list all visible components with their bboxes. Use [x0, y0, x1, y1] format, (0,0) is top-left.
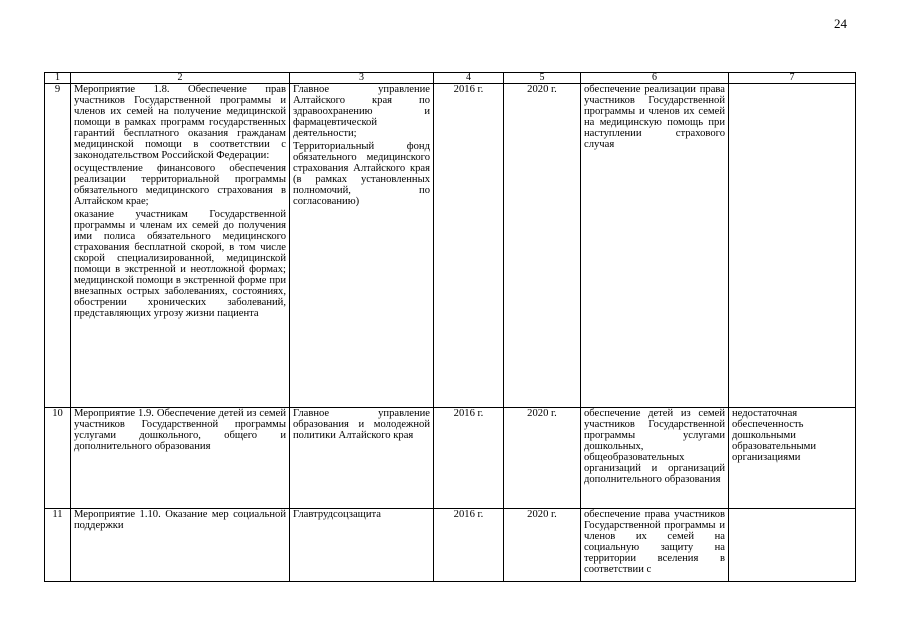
executor-text: Главтрудсоцзащита — [293, 509, 381, 520]
column-header: 5 — [504, 73, 581, 84]
column-header: 6 — [581, 73, 729, 84]
row-number: 10 — [45, 408, 71, 509]
column-number-row — [45, 73, 856, 84]
end-year: 2020 г. — [504, 408, 581, 509]
measure-text: оказание участникам Государственной программы и членам их семей до получения ими полиса обязательного медицинского страхования бесплатной скорой, в том числе скорой специализированной, медицинской помощи в экстренной и неотложной формах; медицинской помощи в экстренной форме при внезапных острых заболеваниях, состояниях, обострении хронических заболеваний, представляющих угрозу жизни пациента — [74, 209, 286, 319]
executor-text: Главное управление Алтайского края по здравоохранению и фармацевтической деятельности; — [293, 84, 430, 139]
risk-text: недостаточная обеспеченность дошкольными образовательными организациями — [732, 408, 817, 463]
measure-cell — [71, 408, 290, 509]
row-number: 11 — [45, 509, 71, 582]
measure-text: Мероприятие 1.8. Обеспечение прав участников Государственной программы и членов их семей на получение медицинской помощи в рамках программ государственных гарантий бесплатного оказания гражданам медицинской помощи в соответствии с законодательством Российской Федерации: — [74, 84, 286, 161]
measure-text: Мероприятие 1.10. Оказание мер социальной поддержки — [74, 509, 286, 531]
table-row — [45, 408, 856, 509]
result-text: обеспечение реализации права участников Государственной программы и членов их семей на медицинскую помощь при наступлении страхового случая — [584, 84, 725, 150]
result-text: обеспечение детей из семей участников Государственной программы услугами дошкольных, общеобразовательных организаций и организаций дополнительного образования — [584, 408, 725, 485]
start-year: 2016 г. — [434, 408, 504, 509]
executor-cell — [290, 509, 434, 582]
table-row — [45, 84, 856, 408]
table-row — [45, 509, 856, 582]
end-year: 2020 г. — [504, 509, 581, 582]
column-header: 1 — [45, 73, 71, 84]
result-cell — [581, 509, 729, 582]
risk-cell — [729, 408, 856, 509]
executor-cell — [290, 84, 434, 408]
executor-cell — [290, 408, 434, 509]
start-year: 2016 г. — [434, 84, 504, 408]
result-cell — [581, 84, 729, 408]
column-header: 3 — [290, 73, 434, 84]
column-header: 7 — [729, 73, 856, 84]
risk-cell — [729, 509, 856, 582]
measure-text: осуществление финансового обеспечения реализации территориальной программы обязательного медицинского страхования в Алтайском крае; — [74, 163, 286, 207]
start-year: 2016 г. — [434, 509, 504, 582]
column-header: 4 — [434, 73, 504, 84]
measure-cell — [71, 84, 290, 408]
result-text: обеспечение права участников Государственной программы и членов их семей на социальную защиту на территории вселения в соответствии с — [584, 509, 725, 575]
program-measures-table — [44, 72, 856, 582]
end-year: 2020 г. — [504, 84, 581, 408]
result-cell — [581, 408, 729, 509]
page-number: 24 — [834, 16, 847, 31]
measure-text: Мероприятие 1.9. Обеспечение детей из семей участников Государственной программы услугами дошкольного, общего и дополнительного образования — [74, 408, 286, 452]
measure-cell — [71, 509, 290, 582]
risk-cell — [729, 84, 856, 408]
executor-text: Территориальный фонд обязательного медицинского страхования Алтайского края (в рамках установленных полномочий, по согласованию) — [293, 141, 430, 207]
column-header: 2 — [71, 73, 290, 84]
executor-text: Главное управление образования и молодежной политики Алтайского края — [293, 408, 430, 441]
row-number: 9 — [45, 84, 71, 408]
